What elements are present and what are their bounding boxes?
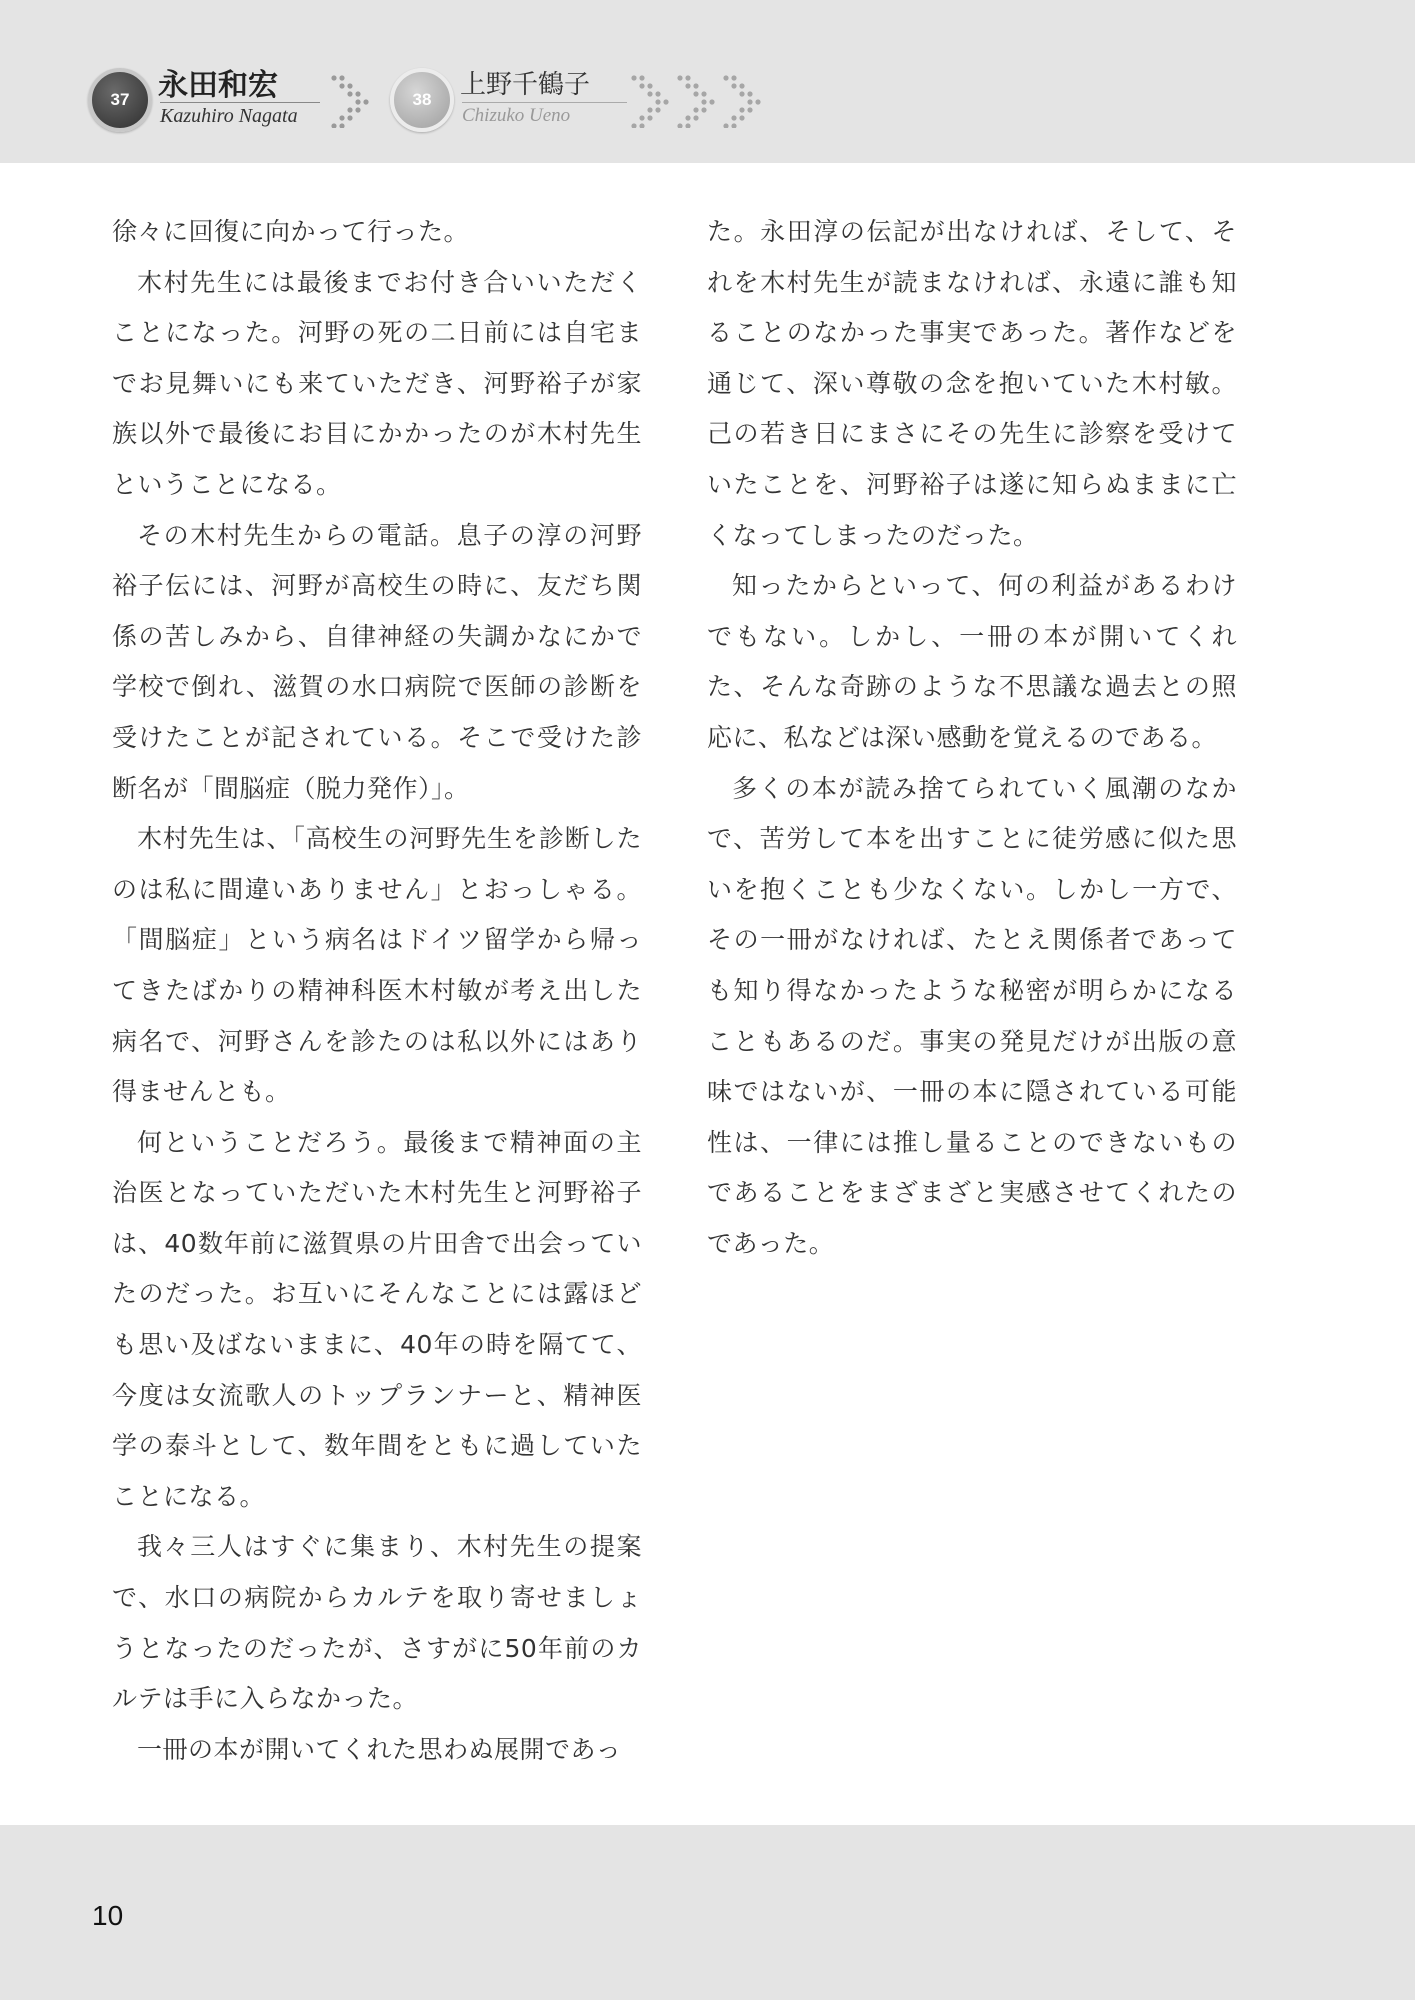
header-band — [0, 0, 1415, 163]
paragraph: 徐々に回復に向かって行った。 — [112, 217, 470, 246]
author-number-badge: 37 — [88, 68, 152, 132]
author-name-japanese: 永田和宏 — [158, 68, 278, 103]
author-name-english: Chizuko Ueno — [462, 102, 627, 127]
article-column-right — [707, 207, 1237, 1269]
paragraph: 我々三人はすぐに集まり、木村先生の提案で、水口の病院からカルテを取り寄せましょうとなったのだったが、さすがに50年前のカルテは手に入らなかった。 — [112, 1532, 642, 1714]
paragraph: 木村先生には最後までお付き合いいただくことになった。河野の死の二日前には自宅までお見舞いにも来ていただき、河野裕子が家族以外で最後にお目にかかったのが木村先生ということになる。 — [112, 267, 642, 499]
paragraph: 木村先生は、「高校生の河野先生を診断したのは私に間違いありません」とおっしゃる。「間脳症」という病名はドイツ留学から帰ってきたばかりの精神科医木村敏が考え出した病名で、河野さんを診たのは私以外にはあり得ませんとも。 — [112, 824, 642, 1107]
paragraph: その木村先生からの電話。息子の淳の河野裕子伝には、河野が高校生の時に、友だち関係の苦しみから、自律神経の失調かなにかで学校で倒れ、滋賀の水口病院で医師の診断を受けたことが記されている。そこで受けた診断名が「間脳症（脱力発作）」。 — [112, 520, 642, 803]
article-column-left — [112, 207, 642, 1775]
chevron-arrows-icon — [328, 72, 378, 128]
paragraph: 知ったからといって、何の利益があるわけでもない。しかし、一冊の本が開いてくれた、そんな奇跡のような不思議な過去との照応に、私などは深い感動を覚えるのである。 — [707, 571, 1237, 752]
author-name-english: Kazuhiro Nagata — [160, 102, 320, 128]
author-number-badge: 38 — [390, 68, 454, 132]
footer-band — [0, 1825, 1415, 2000]
paragraph: 多くの本が読み捨てられていく風潮のなかで、苦労して本を出すことに徒労感に似た思いを抱くことも少なくない。しかし一方で、その一冊がなければ、たとえ関係者であっても知り得なかったような秘密が明らかになることもあるのだ。事実の発見だけが出版の意味ではないが、一冊の本に隠されている可能性は、一律には推し量ることのできないものであることをまざまざと実感させてくれたのであった。 — [707, 773, 1237, 1258]
author-name-japanese: 上野千鶴子 — [460, 70, 591, 100]
paragraph: 何ということだろう。最後まで精神面の主治医となっていただいた木村先生と河野裕子は、40数年前に滋賀県の片田舎で出会っていたのだった。お互いにそんなことには露ほども思い及ばないままに、40年の時を隔てて、今度は女流歌人のトップランナーと、精神医学の泰斗として、数年間をともに過していたことになる。 — [112, 1127, 642, 1511]
paragraph: た。永田淳の伝記が出なければ、そして、それを木村先生が読まなければ、永遠に誰も知ることのなかった事実であった。著作などを通じて、深い尊敬の念を抱いていた木村敏。己の若き日にまさにその先生に診察を受けていたことを、河野裕子は遂に知らぬままに亡くなってしまったのだった。 — [707, 217, 1237, 550]
paragraph: 一冊の本が開いてくれた思わぬ展開であっ — [137, 1734, 622, 1764]
page-number: 10 — [92, 1900, 124, 1931]
chevron-arrows-icon — [628, 72, 768, 128]
